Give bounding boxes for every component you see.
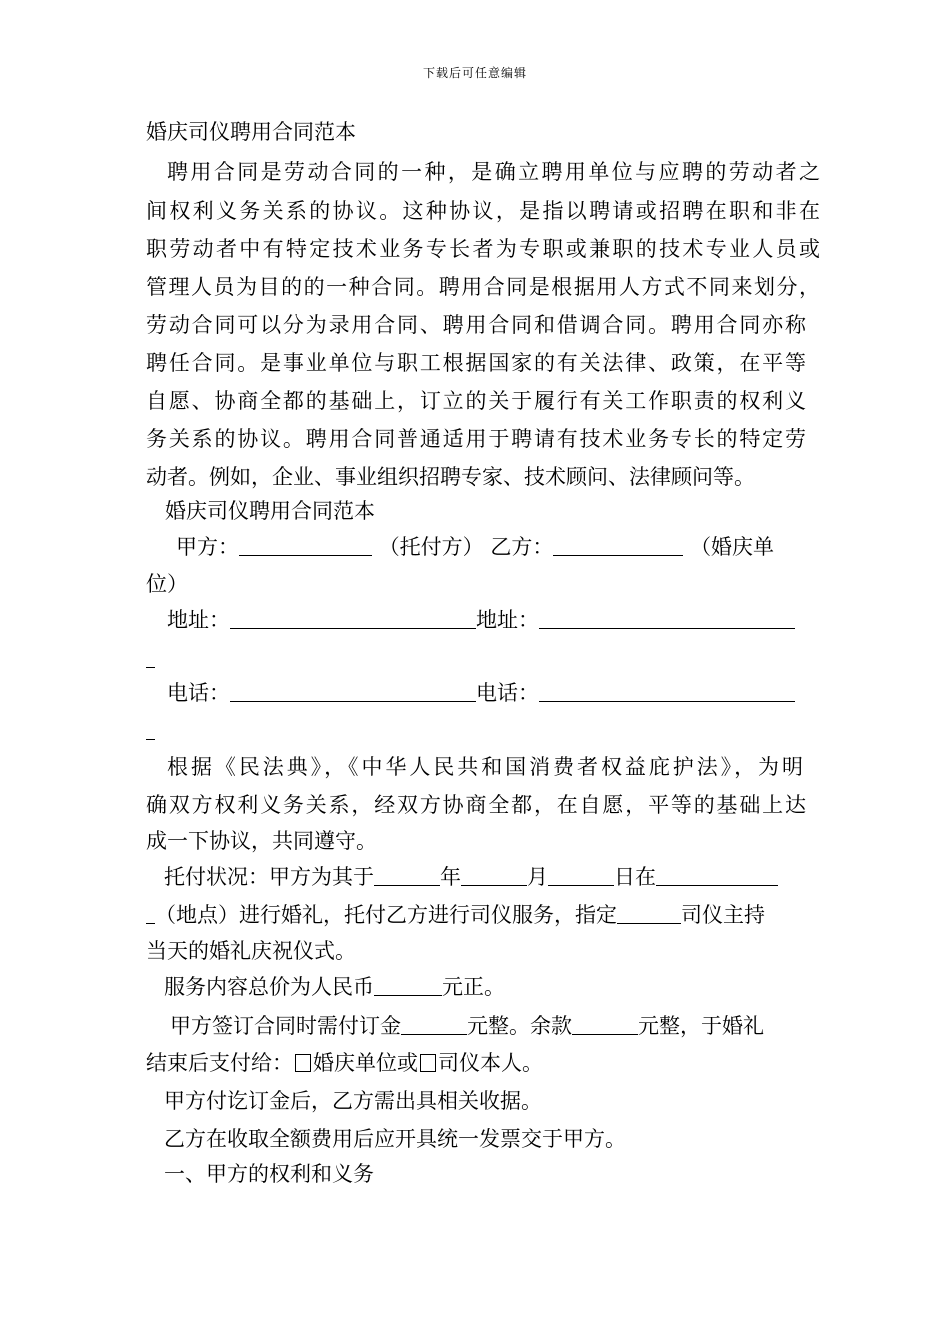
entrust-host-text: 司仪主持 (681, 903, 765, 927)
deposit-line-2 (146, 1049, 543, 1077)
price-line (164, 973, 505, 1001)
receipt-line: 甲方付讫订金后，乙方需出具相关收据。 (164, 1089, 542, 1113)
place-blank[interactable] (656, 865, 778, 886)
intro-line-9: 动者。例如，企业、事业组织招聘专家、技术顾问、法律顾问等。 (146, 465, 755, 489)
address-line (167, 606, 795, 634)
year-blank[interactable] (374, 865, 440, 886)
section-1-heading: 一、甲方的权利和义务 (164, 1162, 374, 1186)
parties-line (176, 533, 774, 561)
party-b-note: （婚庆单 (690, 535, 775, 559)
wedding-company-checkbox[interactable] (295, 1054, 311, 1072)
entrust-label: 托付状况：甲方为其于 (164, 865, 374, 889)
page-header: 下载后可任意编辑 (422, 66, 527, 80)
balance-blank[interactable] (572, 1014, 638, 1035)
address-line-cont (146, 645, 155, 673)
price-blank[interactable] (374, 975, 442, 996)
phone-a-blank[interactable] (230, 681, 476, 702)
phone-label-a: 电话： (167, 681, 230, 705)
day-label: 日在 (614, 865, 656, 889)
host-blank[interactable] (617, 903, 681, 924)
basis-line-3: 成一下协议，共同遵守。 (146, 829, 377, 853)
phone-label-b: 电话： (476, 681, 539, 705)
price-prefix: 服务内容总价为人民币 (164, 975, 374, 999)
basis-line-1: 根据《民法典》，《中华人民共和国消费者权益庇护法》，为明 (167, 755, 803, 779)
party-b-label: 乙方： (490, 535, 554, 559)
intro-line-2: 间权利义务关系的协议。这种协议，是指以聘请或招聘在职和非在 (146, 199, 820, 223)
deposit-line-1 (170, 1012, 764, 1040)
address-b-blank-cont[interactable] (146, 647, 155, 668)
phone-line-cont (146, 717, 155, 745)
intro-line-6: 聘任合同。是事业单位与职工根据国家的有关法律、政策，在平等 (146, 351, 806, 375)
subtitle: 婚庆司仪聘用合同范本 (165, 499, 375, 523)
deposit-prefix: 甲方签订合同时需付订金 (170, 1014, 401, 1038)
address-a-blank[interactable] (230, 608, 476, 629)
party-a-note: （托付方） (378, 535, 484, 559)
entrust-line-1 (164, 863, 778, 891)
entrust-place-text: （地点）进行婚礼，托付乙方进行司仪服务，指定 (155, 903, 617, 927)
party-b-blank[interactable] (553, 535, 683, 556)
entrust-line-3: 当天的婚礼庆祝仪式。 (146, 939, 356, 963)
deposit-mid: 元整。余款 (467, 1014, 572, 1038)
phone-line (167, 679, 795, 707)
party-a-label: 甲方： (176, 535, 239, 559)
option-wedding-company: 婚庆单位或 (313, 1051, 418, 1075)
intro-line-8: 务关系的协议。聘用合同普通适用于聘请有技术业务专长的特定劳 (146, 427, 806, 451)
party-b-note-cont: 位） (146, 572, 188, 596)
price-suffix: 元正。 (442, 975, 505, 999)
phone-b-blank[interactable] (539, 681, 795, 702)
basis-line-2: 确双方权利义务关系，经双方协商全都，在自愿，平等的基础上达 (146, 793, 806, 817)
deposit-line2-prefix: 结束后支付给： (146, 1051, 293, 1075)
year-label: 年 (440, 865, 461, 889)
intro-line-3: 职劳动者中有特定技术业务专长者为专职或兼职的技术专业人员或 (146, 237, 820, 261)
intro-line-5: 劳动合同可以分为录用合同、聘用合同和借调合同。聘用合同亦称 (146, 313, 806, 337)
host-checkbox[interactable] (420, 1054, 436, 1072)
option-host: 司仪本人。 (438, 1051, 543, 1075)
day-blank[interactable] (548, 865, 614, 886)
month-label: 月 (527, 865, 548, 889)
address-label-b: 地址： (476, 608, 539, 632)
intro-line-7: 自愿、协商全都的基础上，订立的关于履行有关工作职责的权利义 (146, 389, 806, 413)
entrust-line-2 (146, 901, 765, 929)
month-blank[interactable] (461, 865, 527, 886)
deposit-suffix: 元整，于婚礼 (638, 1014, 764, 1038)
intro-line-4: 管理人员为目的的一种合同。聘用合同是根据用人方式不同来划分， (146, 275, 820, 299)
intro-line-1: 聘用合同是劳动合同的一种，是确立聘用单位与应聘的劳动者之 (167, 160, 820, 184)
phone-b-blank-cont[interactable] (146, 719, 155, 740)
place-blank-cont[interactable] (146, 903, 155, 924)
document-title: 婚庆司仪聘用合同范本 (146, 120, 356, 144)
address-b-blank[interactable] (539, 608, 795, 629)
address-label-a: 地址： (167, 608, 230, 632)
party-a-blank[interactable] (239, 535, 372, 556)
deposit-blank[interactable] (401, 1014, 467, 1035)
invoice-line: 乙方在收取全额费用后应开具统一发票交于甲方。 (164, 1127, 626, 1151)
